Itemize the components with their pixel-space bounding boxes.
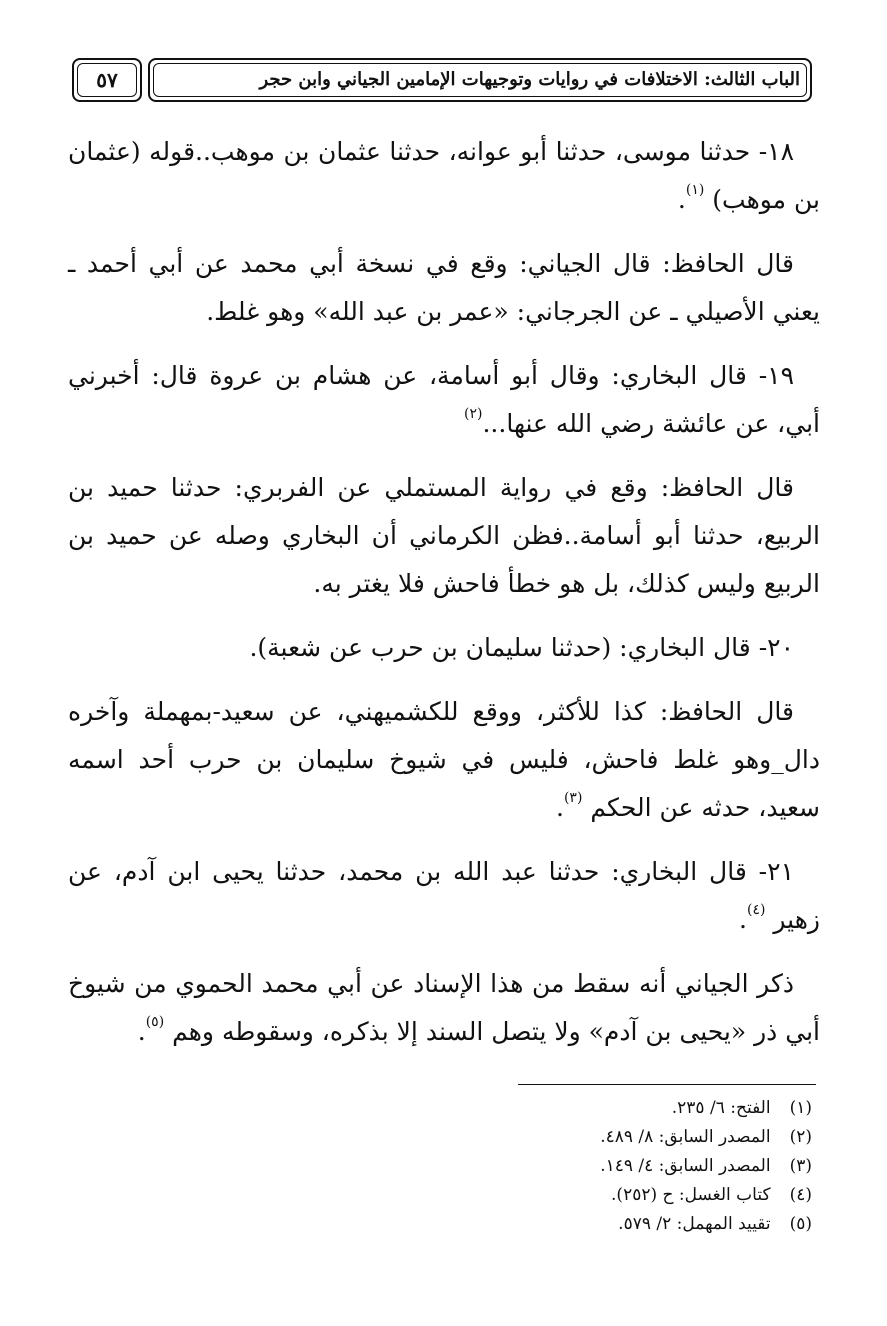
footnotes xyxy=(480,1094,812,1239)
footnote-label: (٥) xyxy=(789,1214,812,1234)
paragraph-text: ٢١- قال البخاري: حدثنا عبد الله بن محمد، حدثنا يحيى ابن آدم، عن زهير xyxy=(68,857,820,934)
paragraph-tail: . xyxy=(137,1017,146,1046)
paragraph-hafiz-2 xyxy=(68,464,820,608)
paragraph-20 xyxy=(68,624,820,672)
paragraph-text: قال الحافظ: قال الجياني: وقع في نسخة أبي محمد عن أبي أحمد ـ يعني الأصيلي ـ عن الجرجاني: «عمر بن عبد الله» وهو غلط. xyxy=(68,249,820,326)
footnote-1 xyxy=(480,1094,812,1123)
paragraph-hafiz-3 xyxy=(68,688,820,832)
footnote-divider xyxy=(518,1084,816,1085)
footnote-text: الفتح: ٦/ ٢٣٥. xyxy=(671,1098,771,1118)
footnote-ref-2: (٢) xyxy=(464,406,483,422)
footnote-3 xyxy=(480,1152,812,1181)
paragraph-21 xyxy=(68,848,820,944)
page-number-frame xyxy=(72,58,142,102)
footnote-label: (٢) xyxy=(789,1127,812,1147)
paragraph-18 xyxy=(68,128,820,224)
paragraph-tail: . xyxy=(556,793,564,822)
paragraph-jayyani xyxy=(68,960,820,1056)
footnote-label: (١) xyxy=(789,1098,812,1118)
page-number: ٥٧ xyxy=(96,68,118,92)
running-title-frame xyxy=(148,58,812,102)
body-text xyxy=(68,128,820,1056)
paragraph-text: ١٨- حدثنا موسى، حدثنا أبو عوانه، حدثنا عثمان بن موهب..قوله (عثمان بن موهب) xyxy=(68,137,820,214)
paragraph-19 xyxy=(68,352,820,448)
footnote-text: كتاب الغسل: ح (٢٥٢). xyxy=(611,1185,771,1205)
footnote-text: المصدر السابق: ٨/ ٤٨٩. xyxy=(600,1127,771,1147)
paragraph-text: قال الحافظ: كذا للأكثر، ووقع للكشميهني، عن سعيد-بمهملة وآخره دال_وهو غلط فاحش، فليس في شيوخ سليمان بن حرب أحد اسمه سعيد، حدثه عن الحكم xyxy=(68,697,820,822)
footnote-ref-1: (١) xyxy=(685,182,705,198)
footnote-ref-5: (٥) xyxy=(145,1014,165,1030)
paragraph-text: قال الحافظ: وقع في رواية المستملي عن الفربري: حدثنا حميد بن الربيع، حدثنا أبو أسامة..فظن الكرماني أن البخاري وصله عن حميد بن الربيع وليس كذلك، بل هو خطأ فاحش فلا يغتر به. xyxy=(68,473,820,598)
footnote-ref-4: (٤) xyxy=(746,902,766,918)
footnote-label: (٣) xyxy=(789,1156,812,1176)
paragraph-tail: . xyxy=(677,185,686,214)
footnote-text: تقييد المهمل: ٢/ ٥٧٩. xyxy=(618,1214,771,1234)
footnote-2 xyxy=(480,1123,812,1152)
running-title: الباب الثالث: الاختلافات في روايات وتوجيهات الإمامين الجياني وابن حجر xyxy=(259,69,800,90)
footnote-text: المصدر السابق: ٤/ ١٤٩. xyxy=(600,1156,771,1176)
paragraph-text: ٢٠- قال البخاري: (حدثنا سليمان بن حرب عن شعبة). xyxy=(249,633,794,662)
footnote-ref-3: (٣) xyxy=(563,790,583,806)
footnote-label: (٤) xyxy=(789,1185,812,1205)
footnote-4 xyxy=(480,1181,812,1210)
paragraph-hafiz-1 xyxy=(68,240,820,336)
footnote-5 xyxy=(480,1210,812,1239)
paragraph-text: ذكر الجياني أنه سقط من هذا الإسناد عن أبي محمد الحموي من شيوخ أبي ذر «يحيى بن آدم» ولا يتصل السند إلا بذكره، وسقوطه وهم xyxy=(68,969,820,1046)
paragraph-text: ١٩- قال البخاري: وقال أبو أسامة، عن هشام بن عروة قال: أخبرني أبي، عن عائشة رضي الله عنها... xyxy=(68,361,820,438)
paragraph-tail: . xyxy=(739,905,747,934)
